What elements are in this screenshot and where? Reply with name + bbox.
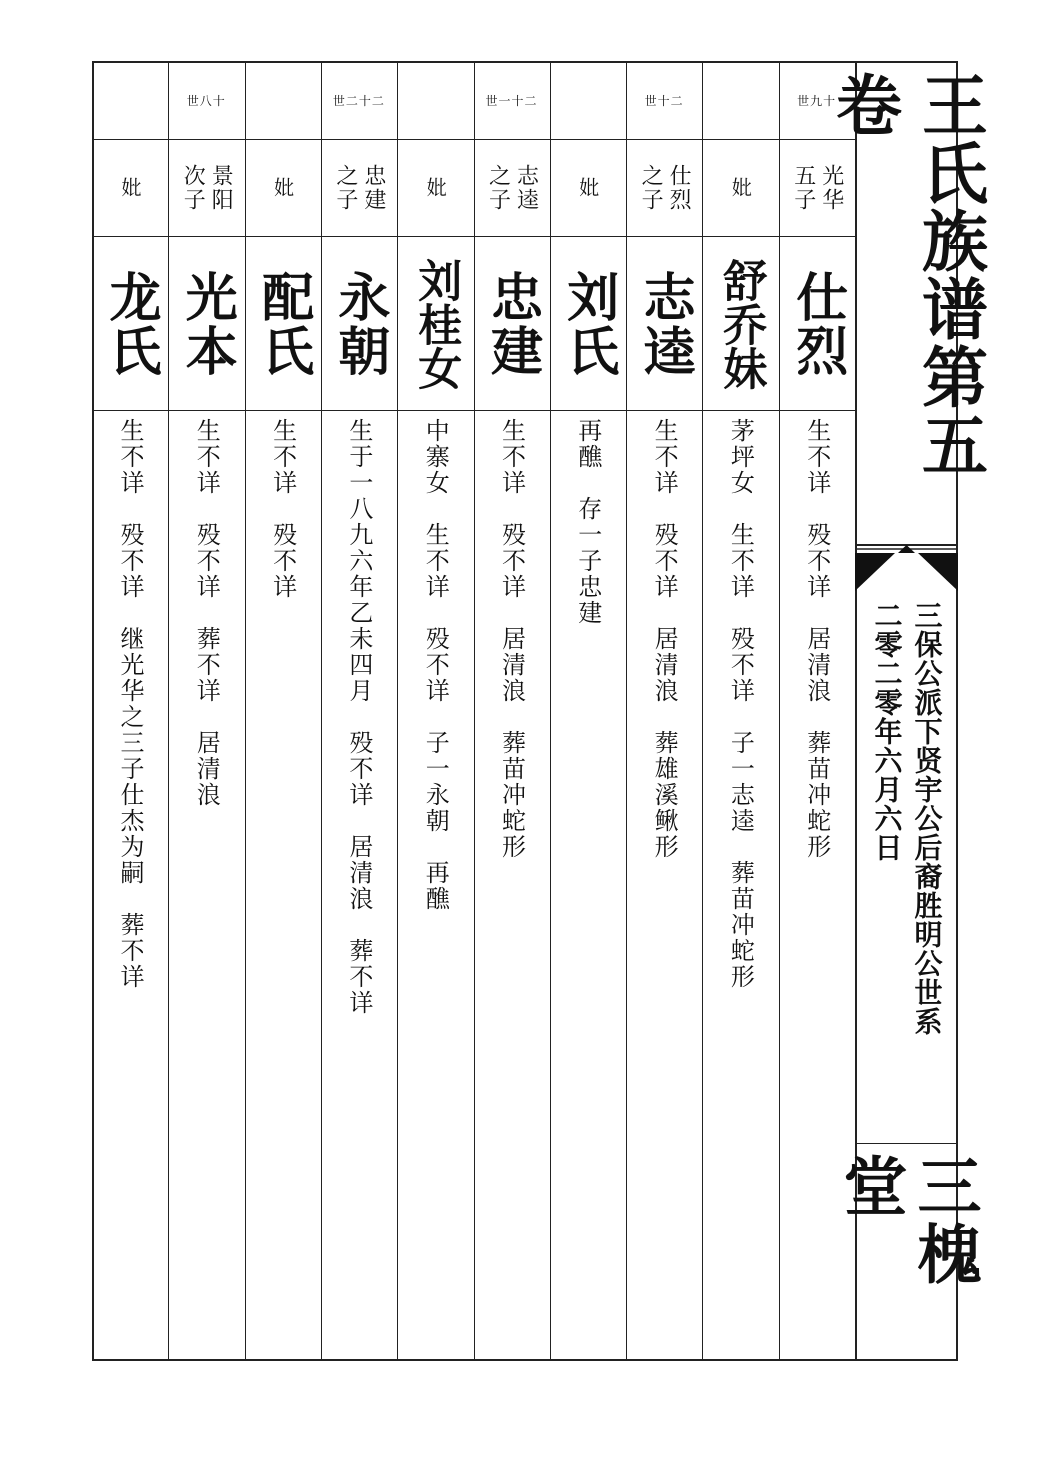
relation-text: 光华 xyxy=(818,164,844,212)
biography-cell xyxy=(626,418,702,1348)
person-name-cell xyxy=(168,237,244,410)
biography-cell xyxy=(168,418,244,1348)
relation-cell xyxy=(702,140,778,236)
relation-text: 之子 xyxy=(332,164,358,212)
column-divider xyxy=(702,61,703,1361)
person-name: 志逵 xyxy=(634,269,695,378)
person-name-cell xyxy=(321,237,397,410)
biography-text: 生不详 殁不详 xyxy=(268,418,297,600)
person-name-cell xyxy=(92,237,168,410)
column-divider xyxy=(550,61,551,1361)
biography-text: 生不详 殁不详 居清浪 葬雄溪鳅形 xyxy=(650,418,679,860)
relation-text: 之子 xyxy=(485,164,511,212)
relation-text: 志逵 xyxy=(513,164,539,212)
biography-cell xyxy=(397,418,473,1348)
hall-divider xyxy=(855,1143,958,1144)
person-name-cell xyxy=(550,237,626,410)
relation-text: 妣 xyxy=(728,177,753,199)
person-name: 忠建 xyxy=(481,269,542,378)
book-title: 王氏族谱第五卷 xyxy=(824,71,989,479)
relation-text: 景阳 xyxy=(208,164,234,212)
subtitle-block xyxy=(855,601,958,1161)
biography-text: 生不详 殁不详 继光华之三子仕杰为嗣 葬不详 xyxy=(116,418,144,990)
branch-lineage: 三保公派下贤宇公后裔胜明公世系 xyxy=(910,601,944,1036)
generation-label: 世一十二 xyxy=(485,93,538,108)
biography-text: 茅坪女 生不详 殁不详 子一志逵 葬苗冲蛇形 xyxy=(726,418,755,990)
biography-text: 生不详 殁不详 居清浪 葬苗冲蛇形 xyxy=(802,418,831,860)
column-divider xyxy=(779,61,780,1361)
biography-cell xyxy=(474,418,550,1348)
person-name: 刘氏 xyxy=(557,269,618,378)
biography-cell xyxy=(321,418,397,1348)
relation-text: 妣 xyxy=(575,177,600,199)
person-name-cell xyxy=(626,237,702,410)
relation-cell xyxy=(626,140,702,236)
person-name: 刘桂女 xyxy=(410,257,462,390)
column-divider xyxy=(474,61,475,1361)
generation-label xyxy=(550,61,626,139)
generation-label: 世十二 xyxy=(644,93,684,108)
person-name-cell xyxy=(397,237,473,410)
relation-cell xyxy=(245,140,321,236)
relation-text: 忠建 xyxy=(360,164,386,212)
generation-label xyxy=(397,61,473,139)
relation-text: 妣 xyxy=(270,177,295,199)
column-divider xyxy=(397,61,398,1361)
relation-cell xyxy=(92,140,168,236)
column-divider xyxy=(321,61,322,1361)
biography-cell xyxy=(702,418,778,1348)
compile-date: 二零二零年六月六日 xyxy=(870,601,904,862)
person-name: 舒乔妹 xyxy=(715,257,767,390)
biography-text: 生不详 殁不详 居清浪 葬苗冲蛇形 xyxy=(497,418,526,860)
biography-text: 生于一八九六年乙未四月 殁不详 居清浪 葬不详 xyxy=(344,418,373,1016)
hall-name-block xyxy=(832,1153,982,1353)
person-name: 仕烈 xyxy=(786,269,847,378)
generation-label xyxy=(245,61,321,139)
hall-name: 三槐堂 xyxy=(832,1153,982,1289)
generation-label xyxy=(92,61,168,139)
person-name-cell xyxy=(474,237,550,410)
biography-text: 再醮 存一子忠建 xyxy=(573,418,602,626)
biography-text: 生不详 殁不详 葬不详 居清浪 xyxy=(192,418,221,808)
biography-cell xyxy=(550,418,626,1348)
biography-cell xyxy=(92,418,168,1348)
relation-cell xyxy=(168,140,244,236)
relation-text: 之子 xyxy=(638,164,664,212)
row-divider xyxy=(92,139,855,140)
relation-text: 妣 xyxy=(423,177,448,199)
person-name-cell xyxy=(245,237,321,410)
person-name: 光本 xyxy=(176,269,237,378)
relation-text: 妣 xyxy=(118,177,142,199)
relation-text: 仕烈 xyxy=(666,164,692,212)
biography-cell xyxy=(245,418,321,1348)
row-divider xyxy=(92,410,855,411)
generation-label: 世八十 xyxy=(186,93,226,108)
person-name: 龙氏 xyxy=(100,269,160,378)
relation-cell xyxy=(474,140,550,236)
person-name: 配氏 xyxy=(252,269,313,378)
relation-text: 五子 xyxy=(790,164,816,212)
column-divider xyxy=(168,61,169,1361)
column-divider xyxy=(626,61,627,1361)
relation-cell xyxy=(321,140,397,236)
column-divider xyxy=(92,61,93,1361)
column-divider xyxy=(245,61,246,1361)
generation-label xyxy=(702,61,778,139)
generation-label: 世九十 xyxy=(797,93,837,108)
person-name-cell xyxy=(702,237,778,410)
generation-label: 世二十二 xyxy=(332,93,385,108)
relation-text: 次子 xyxy=(180,164,206,212)
biography-text: 中寨女 生不详 殁不详 子一永朝 再醮 xyxy=(421,418,450,912)
relation-cell xyxy=(550,140,626,236)
title-divider-ornament xyxy=(855,543,958,593)
relation-cell xyxy=(397,140,473,236)
person-name: 永朝 xyxy=(328,269,389,378)
row-divider xyxy=(92,236,855,237)
